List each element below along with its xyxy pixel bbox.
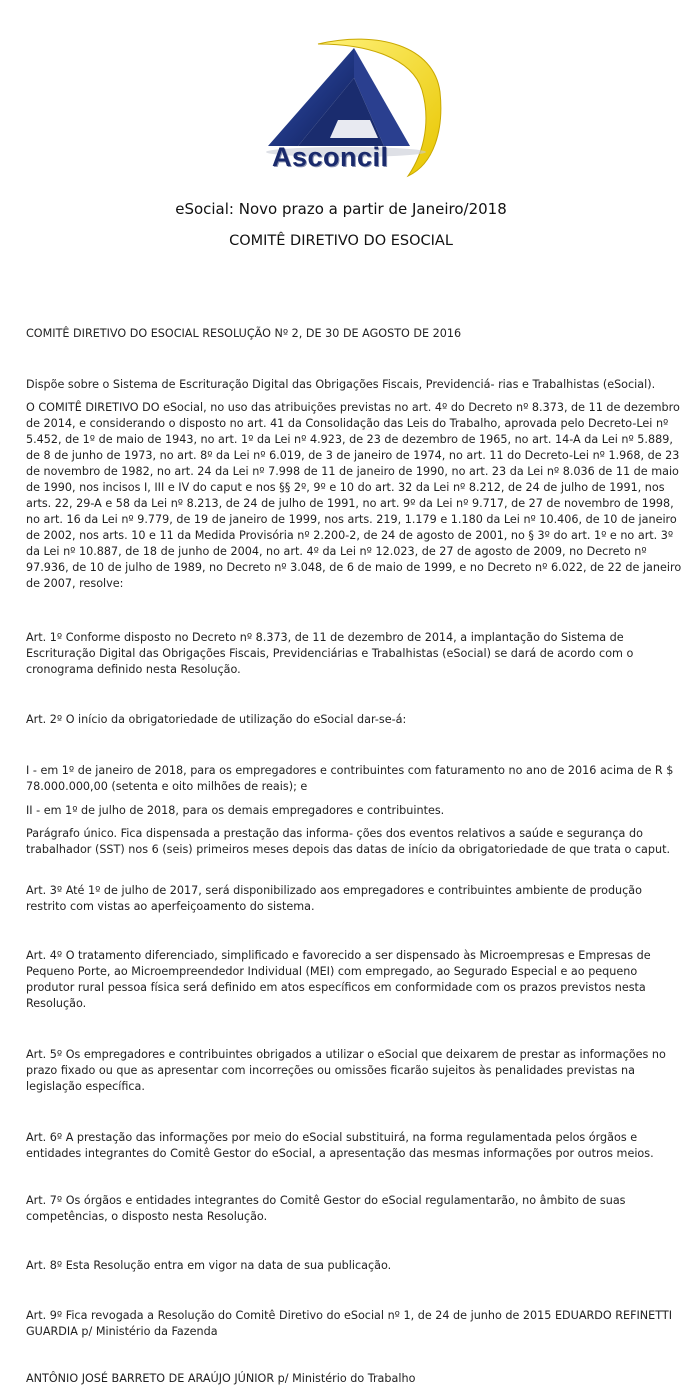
article-subtitle: COMITÊ DIRETIVO DO ESOCIAL bbox=[229, 233, 453, 249]
paragraph-art7: Art. 7º Os órgãos e entidades integrantes do Comitê Gestor do eSocial regulamentarão, no âmbito de suas competências, o disposto nesta Resolução. bbox=[26, 1194, 626, 1223]
asconcil-logo bbox=[258, 34, 448, 186]
paragraph-preamble: O COMITÊ DIRETIVO DO eSocial, no uso das atribuições previstas no art. 4º do Decreto nº 8.373, de 11 de dezembro de 2014, e considerando o disposto no art. 41 da Consolidação das Leis do Trabalho, aprovada pelo Decreto-Lei nº 5.452, de 1º de maio de 1943, no art. 1º da Lei nº 4.923, de 23 de dezembro de 1965, no art. 14-A da Lei nº 5.889, de 8 de junho de 1973, no art. 8º da Lei nº 6.019, de 3 de janeiro de 1974, no art. 11 do Decreto-Lei nº 1.968, de 23 de novembro de 1982, no art. 24 da Lei nº 7.998 de 11 de janeiro de 1990, no art. 23 da Lei nº 8.036 de 11 de maio de 1990, nos incisos I, III e IV do caput e nos §§ 2º, 9º e 10 do art. 32 da Lei nº 8.212, de 24 de julho de 1991, nos arts. 22, 29-A e 58 da Lei nº 8.213, de 24 de julho de 1991, no art. 9º da Lei nº 9.717, de 27 de novembro de 1998, no art. 16 da Lei nº 9.779, de 19 de janeiro de 1999, nos arts. 219, 1.179 e 1.180 da Lei nº 10.406, de 10 de janeiro de 2002, nos arts. 10 e 11 da Medida Provisória nº 2.200-2, de 24 de agosto de 2001, no § 3º do art. 1º e no art. 3º da Lei nº 10.887, de 18 de junho de 2004, no art. 4º da Lei nº 12.023, de 27 de agosto de 2009, no Decreto nº 97.936, de 10 de julho de 1989, no Decreto nº 3.048, de 6 de maio de 1999, e no Decreto nº 6.022, de 22 de janeiro de 2007, resolve: bbox=[26, 401, 682, 590]
paragraph-art6: Art. 6º A prestação das informações por meio do eSocial substituirá, na forma regulamentada pelos órgãos e entidades integrantes do Comitê Gestor do eSocial, a apresentação das mesmas informações por outros meios. bbox=[26, 1131, 654, 1160]
paragraph-art2: Art. 2º O início da obrigatoriedade de utilização do eSocial dar-se-á: bbox=[26, 713, 407, 726]
paragraph-unico: Parágrafo único. Fica dispensada a prestação das informa- ções dos eventos relativos a saúde e segurança do trabalhador (SST) nos 6 (seis) primeiros meses depois das datas de início da obrigatoriedade de que trata o caput. bbox=[26, 827, 671, 856]
article-title: eSocial: Novo prazo a partir de Janeiro/2018 bbox=[175, 200, 507, 218]
paragraph-signature: ANTÔNIO JOSÉ BARRETO DE ARAÚJO JÚNIOR p/ Ministério do Trabalho bbox=[26, 1372, 416, 1385]
paragraph-summary: Dispõe sobre o Sistema de Escrituração Digital das Obrigações Fiscais, Previdenciá- rias e Trabalhistas (eSocial). bbox=[26, 378, 656, 391]
paragraph-art1: Art. 1º Conforme disposto no Decreto nº 8.373, de 11 de dezembro de 2014, a implantação do Sistema de Escrituração Digital das Obrigações Fiscais, Previdenciárias e Trabalhistas (eSocial) se dará de acordo com o cronograma definido nesta Resolução. bbox=[26, 631, 634, 676]
paragraph-art8: Art. 8º Esta Resolução entra em vigor na data de sua publicação. bbox=[26, 1259, 392, 1272]
paragraph-item-ii: II - em 1º de julho de 2018, para os demais empregadores e contribuintes. bbox=[26, 804, 445, 817]
paragraph-art4: Art. 4º O tratamento diferenciado, simplificado e favorecido a ser dispensado às Microempresas e Empresas de Pequeno Porte, ao Microempreendedor Individual (MEI) com empregado, ao Segurado Especial e ao pequeno produtor rural pessoa física será definido em atos específicos em conformidade com os prazos previstos nesta Resolução. bbox=[26, 949, 651, 1010]
paragraph-art9: Art. 9º Fica revogada a Resolução do Comitê Diretivo do eSocial nº 1, de 24 de junho de 2015 EDUARDO REFINETTI GUARDIA p/ Ministério da Fazenda bbox=[26, 1309, 673, 1338]
logo-wordmark: Asconcil bbox=[272, 142, 389, 172]
paragraph-art3: Art. 3º Até 1º de julho de 2017, será disponibilizado aos empregadores e contribuintes ambiente de produção restrito com vistas ao aperfeiçoamento do sistema. bbox=[26, 884, 642, 913]
resolution-heading: COMITÊ DIRETIVO DO ESOCIAL RESOLUÇÃO Nº 2, DE 30 DE AGOSTO DE 2016 bbox=[26, 327, 462, 340]
paragraph-item-i: I - em 1º de janeiro de 2018, para os empregadores e contribuintes com faturamento no ano de 2016 acima de R $ 78.000.000,00 (setenta e oito milhões de reais); e bbox=[26, 764, 674, 793]
paragraph-art5: Art. 5º Os empregadores e contribuintes obrigados a utilizar o eSocial que deixarem de prestar as informações no prazo fixado ou que as apresentar com incorreções ou omissões ficarão sujeitos às penalidades previstas na legislação específica. bbox=[26, 1048, 666, 1093]
